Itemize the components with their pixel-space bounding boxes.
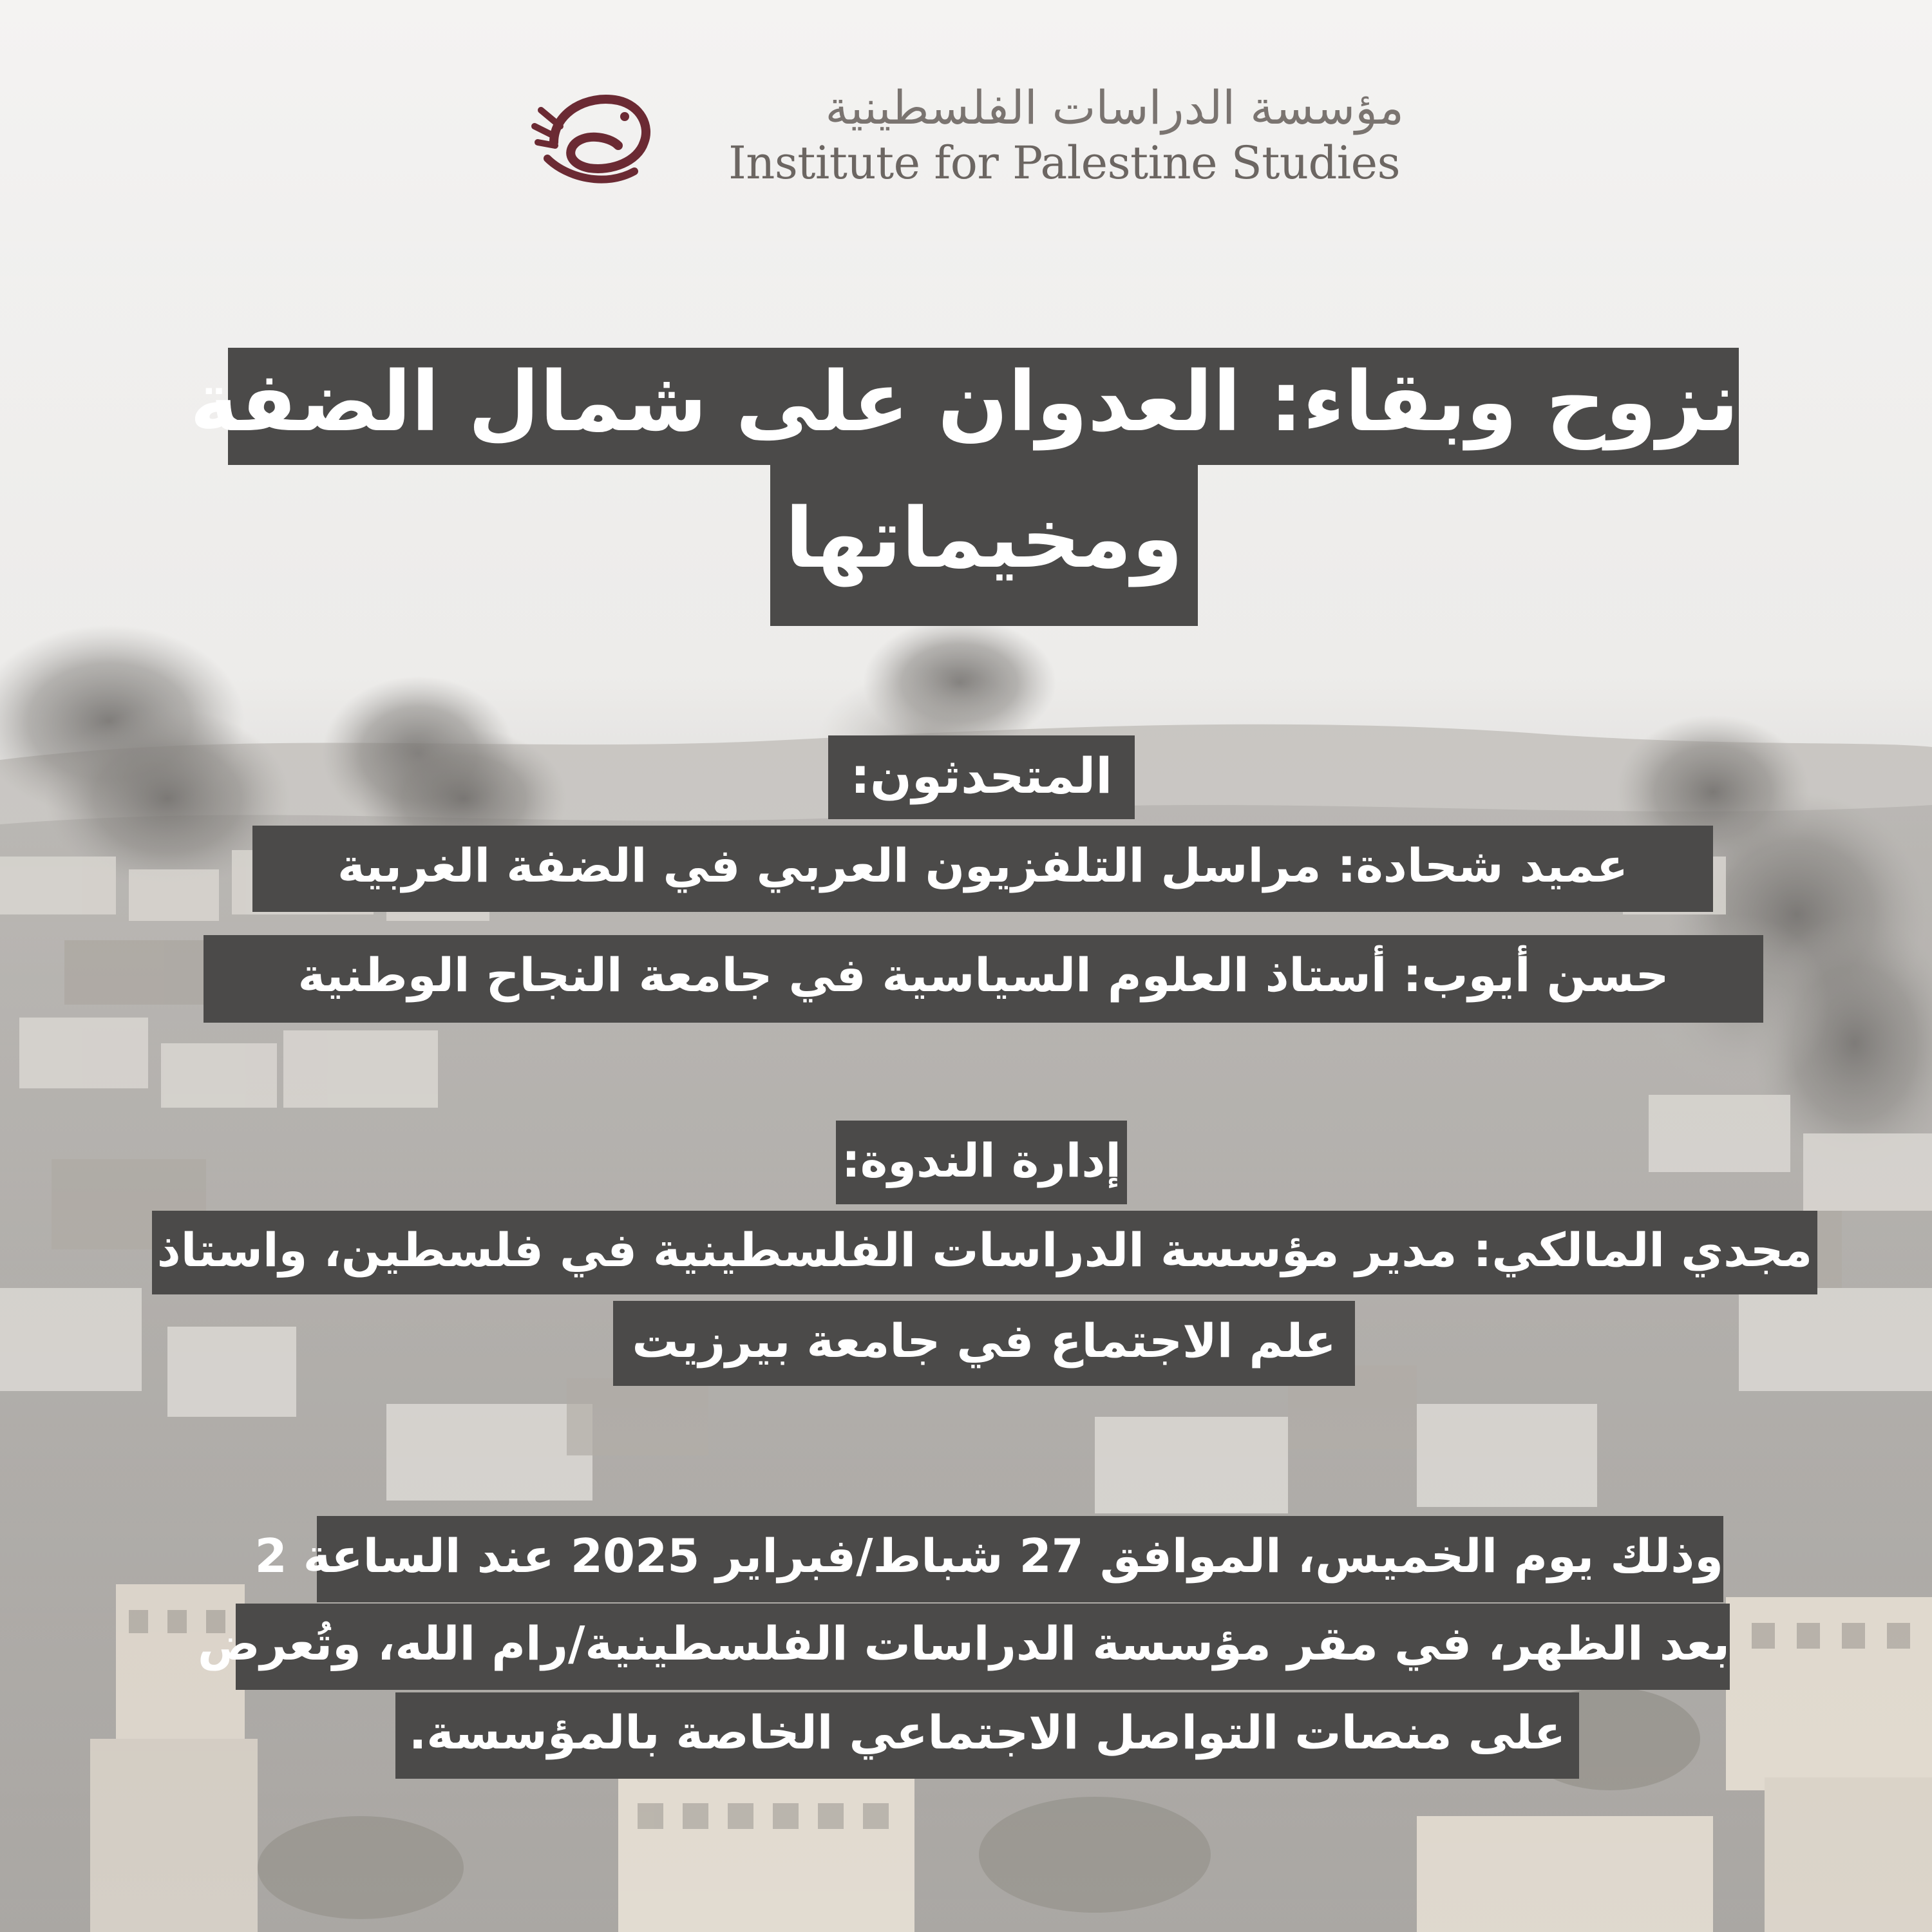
poster-title-line-1: نزوح وبقاء: العدوان على شمال الضفة [228,348,1739,465]
logo-name-english: Institute for Palestine Studies [728,137,1400,189]
event-details-line-2: بعد الظهر، في مقر مؤسسة الدراسات الفلسطينية/رام الله، وتُعرض [236,1604,1730,1690]
institute-logo [528,76,1404,205]
speaker-item: حسن أيوب: أستاذ العلوم السياسية في جامعة النجاح الوطنية [204,935,1763,1023]
moderator-line-1: مجدي المالكي: مدير مؤسسة الدراسات الفلسطينية في فلسطين، واستاذ [152,1211,1817,1294]
event-details-line-1: وذلك يوم الخميس، الموافق 27 شباط/فبراير 2025 عند الساعة 2 [317,1516,1723,1602]
bird-emblem-icon [528,81,657,197]
moderation-label: إدارة الندوة: [836,1121,1127,1204]
speaker-item: عميد شحادة: مراسل التلفزيون العربي في الضفة الغربية [252,826,1713,912]
poster-title-line-2: ومخيماتها [770,465,1198,626]
speakers-label: المتحدثون: [828,735,1135,819]
event-details-line-3: على منصات التواصل الاجتماعي الخاصة بالمؤسسة. [395,1692,1579,1779]
moderator-line-2: علم الاجتماع في جامعة بيرزيت [613,1301,1355,1386]
logo-name-arabic: مؤسسة الدراسات الفلسطينية [825,80,1404,135]
